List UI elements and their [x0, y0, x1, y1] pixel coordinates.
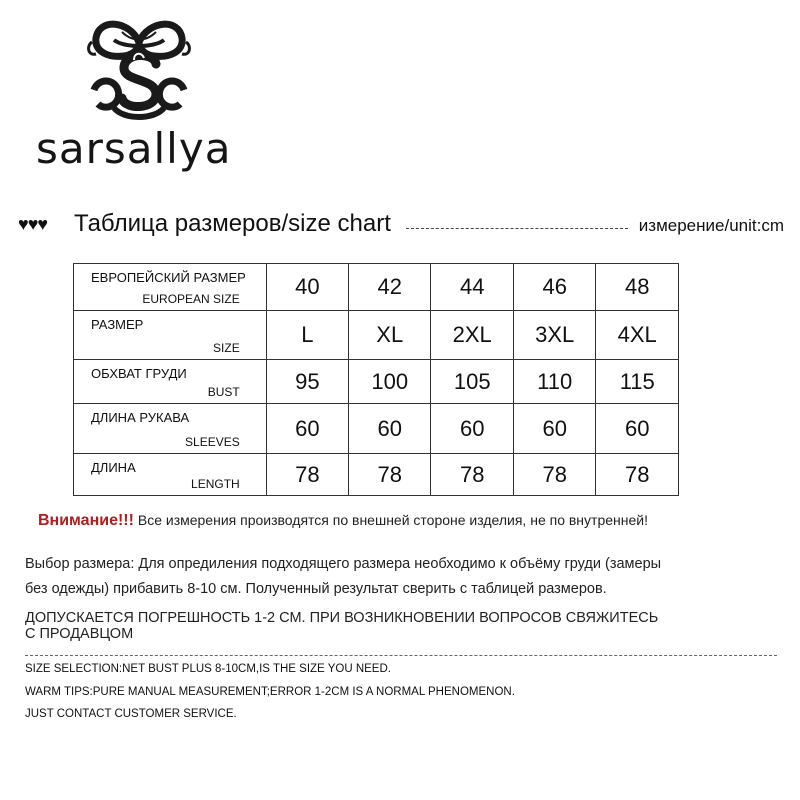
table-cell: 60	[513, 404, 595, 454]
table-cell: 46	[513, 264, 595, 311]
table-cell: 78	[596, 454, 679, 496]
tolerance-note	[25, 610, 745, 642]
table-cell: 60	[596, 404, 679, 454]
table-cell: 44	[431, 264, 513, 311]
table-cell: 78	[266, 454, 348, 496]
size-selection-line-2: без одежды) прибавить 8-10 см. Полученный результат сверить с таблицей размеров.	[25, 581, 607, 597]
table-cell: 95	[266, 360, 348, 404]
ornate-heart-monogram-icon	[84, 12, 194, 124]
table-cell: 110	[513, 360, 595, 404]
table-row	[74, 454, 679, 496]
size-selection-line-1: Выбор размера: Для опредиления подходящего размера необходимо к объёму груди (замеры	[25, 556, 662, 572]
table-row	[74, 404, 679, 454]
row-label-ru: ЕВРОПЕЙСКИЙ РАЗМЕР	[91, 270, 246, 285]
dashed-separator	[25, 655, 777, 656]
row-label-cell	[74, 404, 267, 454]
hearts-icon: ♥♥♥	[18, 214, 48, 234]
row-label-en: LENGTH	[191, 477, 240, 491]
row-label-ru: ОБХВАТ ГРУДИ	[91, 366, 187, 381]
english-note: JUST CONTACT CUSTOMER SERVICE.	[25, 708, 237, 720]
row-label-cell	[74, 360, 267, 404]
row-label-ru: ДЛИНА РУКАВА	[91, 410, 190, 425]
row-label-en: BUST	[207, 385, 240, 399]
row-label-en: SIZE	[213, 341, 240, 355]
row-label-cell	[74, 454, 267, 496]
row-label-en: SLEEVES	[185, 435, 240, 449]
warning-label: Внимание!!!	[38, 512, 134, 529]
table-cell: 48	[596, 264, 679, 311]
table-row	[74, 264, 679, 311]
row-label-ru: РАЗМЕР	[91, 317, 144, 332]
table-cell: 78	[349, 454, 431, 496]
table-cell: L	[266, 311, 348, 360]
table-cell: 105	[431, 360, 513, 404]
table-cell: 78	[513, 454, 595, 496]
brand-name: sarsallya	[36, 124, 232, 173]
row-label-en: EUROPEAN SIZE	[142, 292, 240, 306]
table-cell: 4XL	[596, 311, 679, 360]
size-table	[73, 263, 679, 496]
tolerance-line-1: ДОПУСКАЕТСЯ ПОГРЕШНОСТЬ 1-2 СМ. ПРИ ВОЗНИКНОВЕНИИ ВОПРОСОВ СВЯЖИТЕСЬ	[25, 610, 659, 626]
table-cell: 60	[431, 404, 513, 454]
row-label-ru: ДЛИНА	[91, 460, 136, 475]
table-row	[74, 311, 679, 360]
warning-line	[38, 512, 648, 530]
table-cell: 2XL	[431, 311, 513, 360]
size-chart-title: Таблица размеров/size chart	[74, 210, 391, 237]
size-chart-heading	[18, 210, 788, 242]
unit-label: измерение/unit:cm	[638, 216, 784, 235]
english-note: SIZE SELECTION:NET BUST PLUS 8-10CM,IS THE SIZE YOU NEED.	[25, 663, 391, 675]
warning-text: Все измерения производятся по внешней стороне изделия, не по внутренней!	[133, 512, 648, 528]
table-row	[74, 360, 679, 404]
table-cell: 60	[266, 404, 348, 454]
table-cell: 78	[431, 454, 513, 496]
table-cell: 115	[596, 360, 679, 404]
table-cell: 40	[266, 264, 348, 311]
table-cell: 60	[349, 404, 431, 454]
table-cell: 42	[349, 264, 431, 311]
english-note: WARM TIPS:PURE MANUAL MEASUREMENT;ERROR 1-2CM IS A NORMAL PHENOMENON.	[25, 686, 515, 698]
dashed-divider	[406, 228, 628, 229]
row-label-cell	[74, 264, 267, 311]
table-cell: 100	[349, 360, 431, 404]
row-label-cell	[74, 311, 267, 360]
table-cell: XL	[349, 311, 431, 360]
table-cell: 3XL	[513, 311, 595, 360]
tolerance-line-2: С ПРОДАВЦОМ	[25, 626, 134, 642]
